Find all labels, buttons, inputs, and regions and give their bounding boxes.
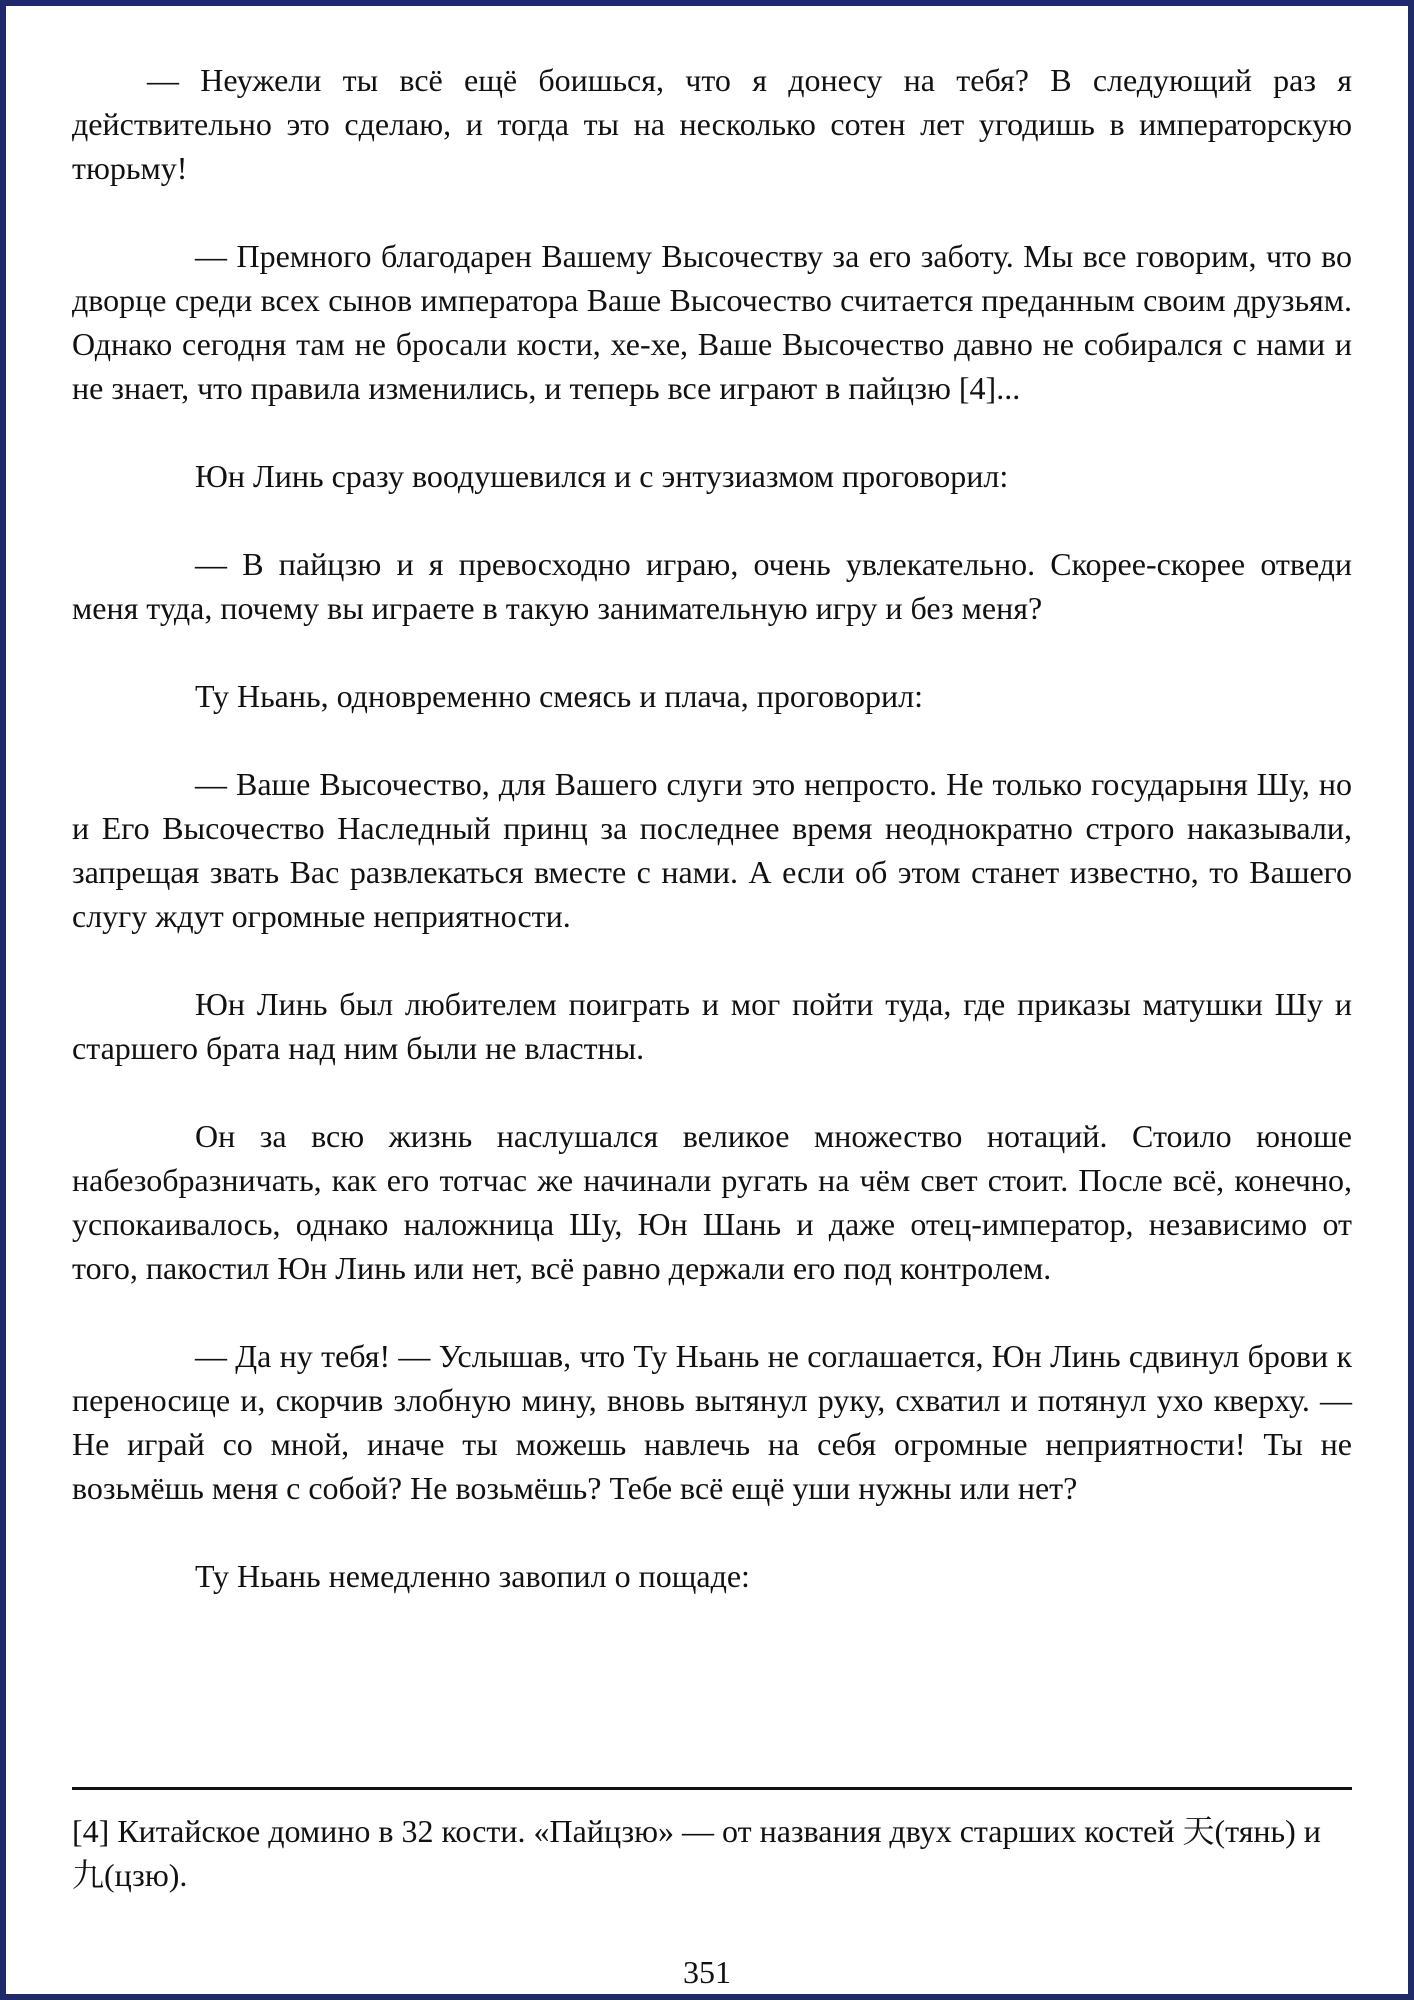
- paragraph: — Да ну тебя! — Услышав, что Ту Ньань не соглашается, Юн Линь сдвинул брови к переносице и, скорчив злобную мину, вновь вытянул руку, схватил и потянул ухо кверху. — Не играй со мной, иначе ты можешь навлечь на себя огромные неприятности! Ты не возьмёшь меня с собой? Не возьмёшь? Тебе всё ещё уши нужны или нет?: [72, 1338, 1352, 1506]
- paragraph: — Ваше Высочество, для Вашего слуги это непросто. Не только государыня Шу, но и Его Высочество Наследный принц за последнее время неоднократно строго наказывали, запрещая звать Вас развлекаться вместе с нами. А если об этом станет известно, то Вашего слугу ждут огромные неприятности.: [72, 766, 1352, 934]
- page-number: 351: [683, 1954, 731, 1990]
- paragraph: — В пайцзю и я превосходно играю, очень увлекательно. Скорее-скорее отведи меня туда, почему вы играете в такую занимательную игру и без меня?: [72, 546, 1352, 626]
- paragraph: Юн Линь сразу воодушевился и с энтузиазмом проговорил:: [195, 458, 1009, 494]
- paragraph: Юн Линь был любителем поиграть и мог пойти туда, где приказы матушки Шу и старшего брата над ним были не властны.: [72, 986, 1352, 1066]
- paragraph: — Неужели ты всё ещё боишься, что я донесу на тебя? В следующий раз я действительно это сделаю, и тогда ты на несколько сотен лет угодишь в императорскую тюрьму!: [72, 62, 1352, 186]
- paragraph: Ту Ньань, одновременно смеясь и плача, проговорил:: [195, 678, 924, 714]
- footnote-divider: [72, 1787, 1352, 1790]
- paragraph: Он за всю жизнь наслушался великое множество нотаций. Стоило юноше набезобразничать, как его тотчас же начинали ругать на чём свет стоит. После всё, конечно, успокаивалось, однако наложница Шу, Юн Шань и даже отец-император, независимо от того, пакостил Юн Линь или нет, всё равно держали его под контролем.: [72, 1118, 1352, 1286]
- paragraph: Ту Ньань немедленно завопил о пощаде:: [195, 1558, 750, 1594]
- footnote: [4] Китайское домино в 32 кости. «Пайцзю» — от названия двух старших костей 天(тянь) и 九(цзю).: [72, 1813, 1321, 1893]
- paragraph: — Премного благодарен Вашему Высочеству за его заботу. Мы все говорим, что во дворце среди всех сынов императора Ваше Высочество считается преданным своим друзьям. Однако сегодня там не бросали кости, хе-хе, Ваше Высочество давно не собирался с нами и не знает, что правила изменились, и теперь все играют в пайцзю [4]...: [72, 238, 1352, 406]
- page-body: [72, 58, 1352, 1598]
